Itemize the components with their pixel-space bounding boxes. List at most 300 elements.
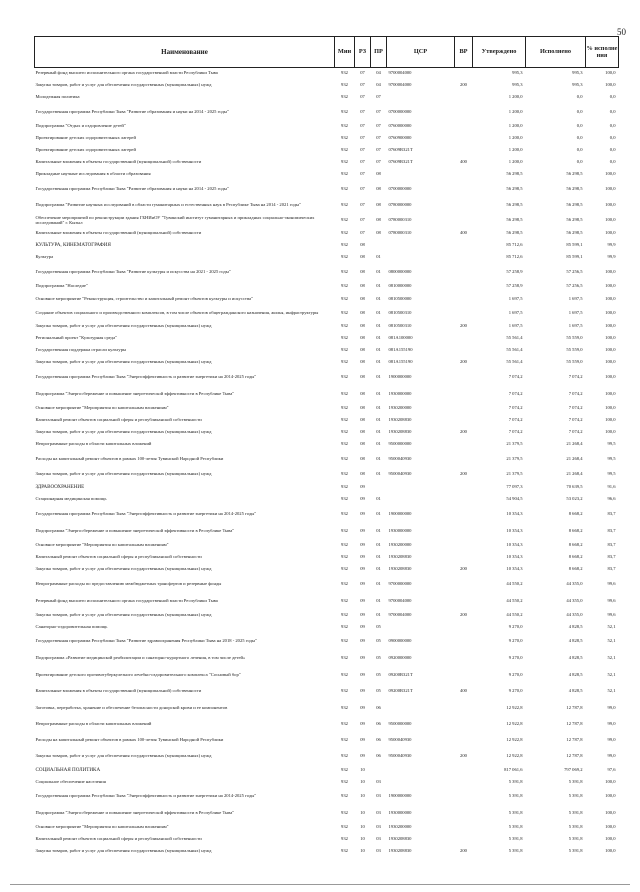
row-rz: 09	[360, 671, 365, 677]
row-approved: 56 298,5	[506, 185, 523, 191]
row-rz: 09	[360, 721, 365, 727]
row-executed: 0,0	[576, 159, 583, 165]
row-csr	[387, 700, 455, 717]
row-pr: 01	[376, 441, 381, 447]
row-name: Непрограммные расходы по предоставлению межбюджетных трансфертов и резервные фонды	[35, 580, 222, 586]
row-executed: 55 559,0	[566, 347, 583, 353]
row-min: 932	[341, 484, 348, 490]
row-percent: 99,9	[607, 254, 616, 260]
row-percent: 0,0	[609, 94, 616, 100]
row-pr: 08	[376, 217, 381, 223]
row-percent: 100,0	[605, 417, 616, 423]
row-vr: 200	[460, 429, 467, 435]
row-rz: 08	[360, 373, 365, 379]
row-approved: 12 922,8	[506, 737, 523, 743]
row-csr: 9500040930	[388, 753, 412, 759]
row-percent: 100,0	[605, 217, 616, 223]
row-approved: 56 298,5	[506, 202, 523, 208]
row-min: 932	[341, 737, 348, 743]
row-approved: 10 354,3	[506, 527, 523, 533]
row-min: 932	[341, 554, 348, 560]
row-name: Расходы на капитальный ремонт объектов в рамках 100-летия Тувинской Народной Республики	[35, 455, 224, 461]
table-row	[35, 700, 619, 717]
row-rz: 07	[360, 135, 365, 141]
row-rz: 08	[360, 429, 365, 435]
row-percent: 99,0	[607, 753, 616, 759]
row-executed: 56 298,5	[566, 230, 583, 236]
row-percent: 99,5	[607, 441, 616, 447]
row-csr	[387, 252, 455, 264]
row-rz: 09	[360, 688, 365, 694]
row-pr: 01	[376, 310, 381, 316]
row-min: 932	[341, 390, 348, 396]
row-rz: 09	[360, 753, 365, 759]
table-row	[35, 822, 619, 834]
row-vr	[455, 333, 473, 345]
row-approved: 44 550,2	[506, 580, 523, 586]
row-approved: 7 074,2	[508, 390, 523, 396]
row-csr: 1900000000	[388, 510, 412, 516]
table-row	[35, 252, 619, 264]
row-executed: 56 298,5	[566, 202, 583, 208]
row-percent: 100,0	[605, 779, 616, 785]
page-number: 50	[617, 27, 626, 37]
row-csr: 1930208830	[388, 566, 412, 572]
row-percent: 91,6	[607, 484, 616, 490]
table-row	[35, 765, 619, 777]
row-pr: 01	[376, 566, 381, 572]
table-row	[35, 805, 619, 822]
row-min: 932	[341, 767, 348, 773]
row-name: Подпрограмма "Энергосбережение и повышение энергетической эффективности в Республике Тыва"	[35, 527, 235, 533]
table-row	[35, 506, 619, 523]
row-min: 932	[341, 471, 348, 477]
table-row	[35, 733, 619, 749]
row-vr	[455, 650, 473, 667]
row-vr	[455, 240, 473, 252]
row-min: 932	[341, 809, 348, 815]
row-rz: 08	[360, 242, 365, 248]
table-row	[35, 451, 619, 468]
row-name: Стационарная медицинская помощь	[35, 496, 107, 502]
row-percent: 0,0	[609, 123, 616, 129]
row-approved: 10 354,3	[506, 542, 523, 548]
row-approved: 9 270,0	[508, 624, 523, 630]
row-rz: 08	[360, 347, 365, 353]
row-csr: 9500000000	[388, 721, 412, 727]
row-rz: 07	[360, 82, 365, 88]
row-pr	[371, 240, 387, 252]
row-percent: 100,0	[605, 373, 616, 379]
row-min: 932	[341, 704, 348, 710]
row-vr	[455, 133, 473, 145]
row-pr: 03	[376, 793, 381, 799]
row-approved: 1 200,0	[508, 135, 523, 141]
table-row	[35, 264, 619, 281]
row-name: Капитальный ремонт объектов социальной сферы и республиканской собственности	[35, 836, 202, 842]
row-vr	[455, 264, 473, 281]
row-approved: 56 298,5	[506, 230, 523, 236]
table-row	[35, 133, 619, 145]
row-percent: 99,6	[607, 597, 616, 603]
row-name: Закупка товаров, работ и услуг для обеспечения государственных (муниципальных) нужд	[35, 429, 212, 435]
row-name: Санаторно-оздоровительная помощь	[35, 624, 108, 630]
row-approved: 57 258,9	[506, 268, 523, 274]
row-name: Обеспечение мероприятий по реконструкции здания ГБНИиОУ "Тувинский институт гуманитарных и прикладных социально-экономических исследований" г. Кызыл	[35, 214, 315, 225]
row-executed: 7 074,2	[568, 405, 583, 411]
row-approved: 995,3	[512, 70, 523, 76]
row-executed: 4 828,5	[568, 654, 583, 660]
row-pr: 03	[376, 779, 381, 785]
row-pr: 01	[376, 268, 381, 274]
header-approved: Утверждено	[473, 37, 526, 68]
row-approved: 7 074,2	[508, 429, 523, 435]
row-vr	[455, 540, 473, 552]
row-percent: 0,0	[609, 147, 616, 153]
row-vr	[455, 576, 473, 593]
row-csr: 9700004000	[388, 612, 412, 618]
table-row	[35, 386, 619, 403]
row-executed: 55 559,0	[566, 359, 583, 365]
row-min: 932	[341, 793, 348, 799]
row-csr	[387, 240, 455, 252]
row-approved: 10 354,3	[506, 510, 523, 516]
row-name: Резервный фонд высшего исполнительного органа государственной власти Республики Тыва	[35, 70, 218, 76]
row-name: Создание объектов социального и производственного комплексов, в том числе объектов общегражданского назначения, жилья, инфраструктуры	[35, 310, 319, 316]
row-executed: 995,3	[572, 70, 583, 76]
row-pr: 01	[376, 417, 381, 423]
row-vr	[455, 700, 473, 717]
row-min: 932	[341, 147, 348, 153]
row-rz: 07	[360, 230, 365, 236]
row-min: 932	[341, 721, 348, 727]
row-percent: 99,0	[607, 737, 616, 743]
row-percent: 83,7	[607, 554, 616, 560]
row-vr	[455, 92, 473, 104]
row-name: Культура	[35, 254, 54, 260]
row-vr	[455, 622, 473, 634]
bottom-rule	[10, 884, 630, 885]
row-approved: 5 391,8	[508, 793, 523, 799]
row-rz: 09	[360, 542, 365, 548]
table-row	[35, 523, 619, 540]
table-row	[35, 121, 619, 133]
row-csr: 0700000000	[388, 185, 412, 191]
row-approved: 10 354,3	[506, 554, 523, 560]
row-pr: 05	[376, 671, 381, 677]
table-row	[35, 415, 619, 427]
row-pr	[371, 765, 387, 777]
row-vr: 400	[460, 159, 467, 165]
row-vr: 200	[460, 323, 467, 329]
row-csr: 0810500000	[388, 296, 412, 302]
row-pr: 07	[376, 135, 381, 141]
row-approved: 1 697,5	[508, 296, 523, 302]
row-vr	[455, 169, 473, 181]
row-percent: 100,0	[605, 268, 616, 274]
row-vr: 200	[460, 359, 467, 365]
row-rz: 09	[360, 554, 365, 560]
row-csr: 07609R321T	[388, 159, 413, 165]
row-name: Резервный фонд высшего исполнительного органа государственной власти Республики Тыва	[35, 597, 218, 603]
row-percent: 100,0	[605, 836, 616, 842]
row-csr: 09200R321T	[388, 688, 413, 694]
row-executed: 57 256,5	[566, 268, 583, 274]
row-csr: 0800000000	[388, 268, 412, 274]
row-vr	[455, 293, 473, 307]
table-row	[35, 157, 619, 169]
row-pr: 08	[376, 171, 381, 177]
row-csr: 1930200000	[388, 405, 412, 411]
row-percent: 100,0	[605, 323, 616, 329]
row-vr	[455, 494, 473, 506]
row-executed: 44 355,0	[566, 597, 583, 603]
row-min: 932	[341, 624, 348, 630]
row-percent: 100,0	[605, 429, 616, 435]
row-pr: 01	[376, 323, 381, 329]
row-rz: 09	[360, 580, 365, 586]
table-row	[35, 357, 619, 369]
row-approved: 12 922,8	[506, 753, 523, 759]
row-vr	[455, 805, 473, 822]
row-vr: 200	[460, 471, 467, 477]
row-csr	[387, 777, 455, 789]
table-row	[35, 494, 619, 506]
row-csr	[387, 622, 455, 634]
table-row	[35, 749, 619, 765]
row-executed: 995,3	[572, 82, 583, 88]
row-min: 932	[341, 359, 348, 365]
row-rz: 07	[360, 94, 365, 100]
row-rz: 07	[360, 159, 365, 165]
row-csr: 0780000310	[388, 217, 412, 223]
row-csr	[387, 494, 455, 506]
row-percent: 100,0	[605, 390, 616, 396]
row-percent: 100,0	[605, 824, 616, 830]
row-pr: 01	[376, 580, 381, 586]
row-name: Закупка товаров, работ и услуг для обеспечения государственных (муниципальных) нужд	[35, 471, 212, 477]
row-rz: 09	[360, 612, 365, 618]
row-percent: 100,0	[605, 70, 616, 76]
row-rz: 08	[360, 296, 365, 302]
row-percent: 0,0	[609, 108, 616, 114]
row-csr: 9500040930	[388, 737, 412, 743]
table-row	[35, 80, 619, 92]
row-csr: 1930000000	[388, 527, 412, 533]
row-csr: 1930208830	[388, 836, 412, 842]
row-csr: 1900000000	[388, 793, 412, 799]
row-approved: 1 200,0	[508, 159, 523, 165]
row-pr: 06	[376, 737, 381, 743]
row-approved: 7 074,2	[508, 373, 523, 379]
row-vr: 200	[460, 612, 467, 618]
row-pr: 01	[376, 612, 381, 618]
row-min: 932	[341, 373, 348, 379]
row-approved: 7 074,2	[508, 417, 523, 423]
row-min: 932	[341, 527, 348, 533]
row-executed: 70 639,5	[566, 484, 583, 490]
row-vr	[455, 523, 473, 540]
row-rz: 08	[360, 405, 365, 411]
table-row	[35, 650, 619, 667]
row-vr	[455, 252, 473, 264]
row-pr: 08	[376, 185, 381, 191]
row-csr: 1930000000	[388, 809, 412, 815]
row-rz: 07	[360, 70, 365, 76]
table-row	[35, 846, 619, 858]
table-row	[35, 181, 619, 198]
row-pr: 07	[376, 147, 381, 153]
table-row	[35, 307, 619, 321]
row-rz: 08	[360, 335, 365, 341]
row-percent: 99,9	[607, 242, 616, 248]
row-approved: 12 922,8	[506, 704, 523, 710]
row-executed: 53 023,2	[566, 496, 583, 502]
row-rz: 08	[360, 310, 365, 316]
row-rz: 08	[360, 441, 365, 447]
row-name: Проектирование детского противотуберкулезного лечебно-оздоровительного комплекса "Сосновый бор"	[35, 671, 241, 677]
row-rz: 08	[360, 390, 365, 396]
row-vr	[455, 307, 473, 321]
table-row	[35, 789, 619, 805]
row-executed: 0,0	[576, 147, 583, 153]
table-row	[35, 622, 619, 634]
row-percent: 100,0	[605, 848, 616, 854]
row-pr: 08	[376, 202, 381, 208]
row-csr: 0760900000	[388, 135, 412, 141]
row-approved: 54 904,5	[506, 496, 523, 502]
row-csr: 9700004000	[388, 70, 412, 76]
row-rz: 08	[360, 254, 365, 260]
row-name: Основное мероприятие "Реконструкция, строительство и капитальный ремонт объектов культуры и искусства"	[35, 296, 253, 302]
row-name: Подпрограмма "Наследие"	[35, 283, 88, 289]
row-vr	[455, 482, 473, 494]
row-csr: 0780000310	[388, 230, 412, 236]
row-csr: 0900000000	[388, 638, 412, 644]
row-pr: 01	[376, 335, 381, 341]
table-row	[35, 576, 619, 593]
row-percent: 83,7	[607, 566, 616, 572]
table-row	[35, 214, 619, 228]
row-rz: 09	[360, 737, 365, 743]
row-approved: 1 200,0	[508, 123, 523, 129]
row-pr: 06	[376, 704, 381, 710]
row-vr: 400	[460, 230, 467, 236]
row-rz: 10	[360, 824, 365, 830]
row-vr	[455, 369, 473, 386]
row-name: Государственная программа Республики Тыва "Энергоэффективность и развитие энергетики на 2014-2025 годы"	[35, 373, 257, 379]
row-pr: 07	[376, 108, 381, 114]
row-vr	[455, 68, 473, 80]
row-min: 932	[341, 848, 348, 854]
row-pr: 03	[376, 848, 381, 854]
row-min: 932	[341, 836, 348, 842]
table-row	[35, 145, 619, 157]
row-executed: 85 599,1	[566, 254, 583, 260]
row-vr	[455, 403, 473, 415]
row-approved: 55 561,4	[506, 359, 523, 365]
row-min: 932	[341, 283, 348, 289]
header-min: Мин	[335, 37, 355, 68]
row-pr: 01	[376, 471, 381, 477]
row-pr: 07	[376, 123, 381, 129]
row-min: 932	[341, 417, 348, 423]
row-approved: 56 298,5	[506, 217, 523, 223]
row-executed: 12 787,8	[566, 753, 583, 759]
row-percent: 99,6	[607, 612, 616, 618]
row-min: 932	[341, 335, 348, 341]
table-row	[35, 92, 619, 104]
row-name: Прикладные научные исследования в области образования	[35, 171, 151, 177]
row-executed: 21 268,4	[566, 455, 583, 461]
row-min: 932	[341, 82, 348, 88]
row-csr: 081A155190	[388, 359, 413, 365]
row-min: 932	[341, 612, 348, 618]
row-approved: 55 561,4	[506, 335, 523, 341]
row-csr	[387, 92, 455, 104]
row-rz: 08	[360, 283, 365, 289]
row-executed: 7 074,2	[568, 429, 583, 435]
row-pr: 03	[376, 836, 381, 842]
row-pr: 01	[376, 496, 381, 502]
row-name: СОЦИАЛЬНАЯ ПОЛИТИКА	[35, 766, 101, 773]
row-approved: 7 074,2	[508, 405, 523, 411]
row-name: Капитальный ремонт объектов социальной сферы и республиканской собственности	[35, 554, 202, 560]
table-row	[35, 552, 619, 564]
row-vr	[455, 552, 473, 564]
row-vr	[455, 181, 473, 198]
row-vr	[455, 104, 473, 121]
row-approved: 21 379,5	[506, 441, 523, 447]
table-row	[35, 228, 619, 240]
row-name: Проектирование детских оздоровительных лагерей	[35, 147, 136, 153]
row-pr: 01	[376, 390, 381, 396]
row-pr: 06	[376, 753, 381, 759]
row-percent: 100,0	[605, 202, 616, 208]
row-min: 932	[341, 654, 348, 660]
row-rz: 07	[360, 185, 365, 191]
row-approved: 9 270,0	[508, 654, 523, 660]
row-executed: 5 391,8	[568, 824, 583, 830]
row-pr: 01	[376, 373, 381, 379]
row-percent: 100,0	[605, 793, 616, 799]
row-percent: 96,6	[607, 496, 616, 502]
row-approved: 1 697,5	[508, 310, 523, 316]
row-percent: 52,1	[607, 624, 616, 630]
row-vr	[455, 386, 473, 403]
row-percent: 100,0	[605, 809, 616, 815]
row-executed: 7 074,2	[568, 417, 583, 423]
row-pr: 03	[376, 824, 381, 830]
row-approved: 817 061,6	[504, 767, 523, 773]
row-approved: 5 391,8	[508, 779, 523, 785]
row-rz: 07	[360, 123, 365, 129]
row-percent: 99,6	[607, 580, 616, 586]
row-executed: 8 668,2	[568, 554, 583, 560]
row-name: Молодежная политика	[35, 94, 80, 100]
table-row	[35, 427, 619, 439]
row-csr: 1930200000	[388, 542, 412, 548]
row-percent: 100,0	[605, 359, 616, 365]
row-min: 932	[341, 202, 348, 208]
row-executed: 797 069,2	[564, 767, 583, 773]
row-name: Государственная программа Республики Тыва "Развитие здравоохранения Республики Тыва на 2018 - 2025 годы"	[35, 638, 257, 644]
row-min: 932	[341, 638, 348, 644]
row-min: 932	[341, 185, 348, 191]
row-approved: 12 922,8	[506, 721, 523, 727]
row-min: 932	[341, 70, 348, 76]
row-executed: 5 391,8	[568, 779, 583, 785]
